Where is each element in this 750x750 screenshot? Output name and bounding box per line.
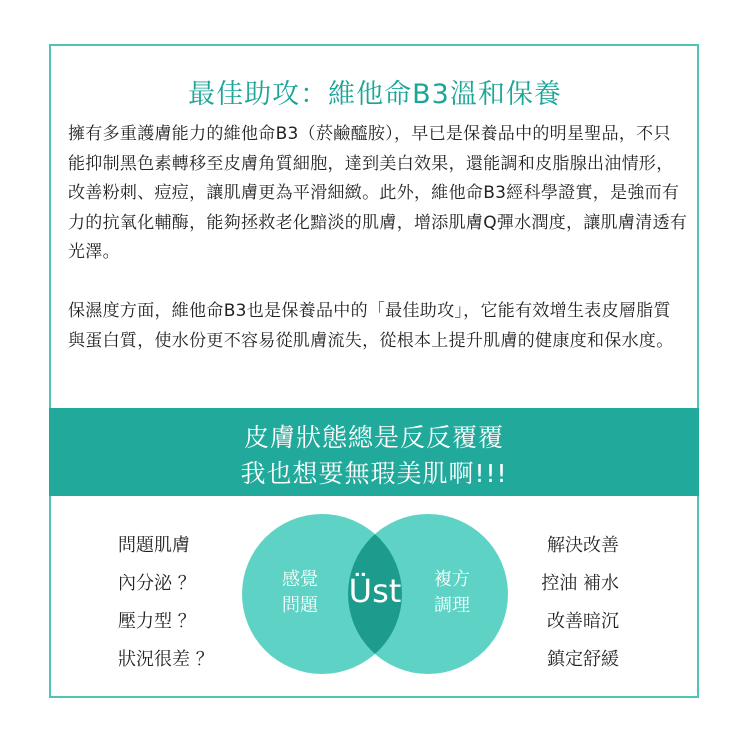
problem-item: 問題肌膚	[118, 535, 190, 556]
venn-right-label	[424, 567, 480, 619]
venn-right-line-2: 調理	[434, 595, 470, 616]
solution-item: 解決改善	[547, 535, 619, 556]
intro-paragraph: 擁有多重護膚能力的維他命B3（菸鹼醯胺），早已是保養品中的明星聖品，不只能抑制黑色素轉移至皮膚角質細胞，達到美白效果，還能調和皮脂腺出油情形，改善粉刺、痘痘，讓肌膚更為平滑細緻。此外，維他命B3經科學證實，是強而有力的抗氧化輔酶，能夠拯救老化黯淡的肌膚，增添肌膚Q彈水潤度，讓肌膚清透有光澤。	[68, 124, 688, 262]
problem-item: 狀況很差 ？	[118, 649, 214, 670]
problem-item: 壓力型 ？	[118, 611, 196, 632]
banner-line-1: 皮膚狀態總是反反覆覆	[243, 423, 504, 452]
solution-item: 改善暗沉	[547, 611, 619, 632]
venn-left-line-1: 感覺	[282, 569, 318, 590]
venn-left-label	[272, 567, 328, 619]
ust-logo: Üst	[348, 572, 402, 610]
venn-left-line-2: 問題	[282, 595, 318, 616]
page-title: 最佳助攻：維他命B3溫和保養	[188, 79, 562, 110]
venn-right-line-1: 複方	[434, 569, 470, 590]
problem-item: 內分泌 ？	[118, 573, 196, 594]
solution-item: 控油 補水	[541, 573, 619, 594]
solution-item: 鎮定舒緩	[547, 649, 619, 670]
moisture-paragraph: 保濕度方面，維他命B3也是保養品中的「最佳助攻」，它能有效增生表皮層脂質與蛋白質，使水份更不容易從肌膚流失，從根本上提升肌膚的健康度和保水度。	[68, 301, 674, 351]
banner-line-2: 我也想要無瑕美肌啊!!!	[240, 459, 508, 488]
